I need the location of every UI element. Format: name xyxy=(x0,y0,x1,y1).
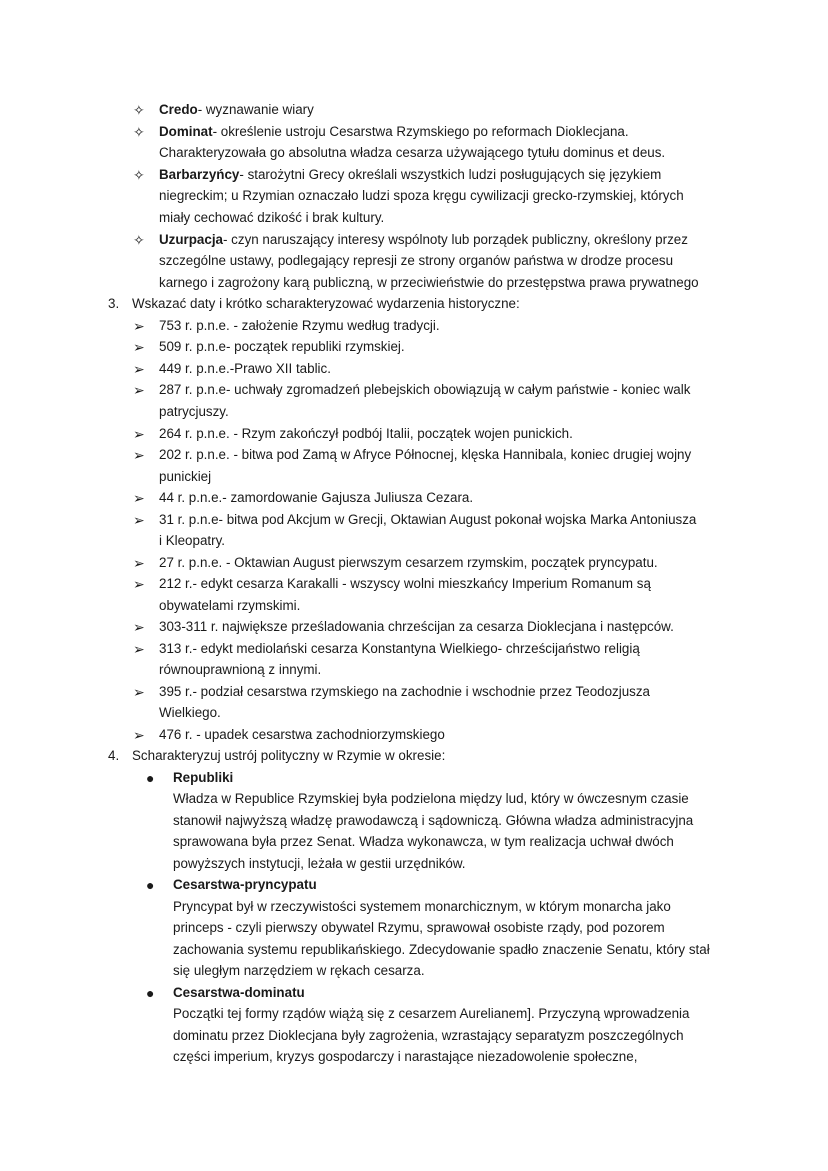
arrow-bullet-icon: ➢ xyxy=(133,555,145,571)
arrow-bullet-icon: ➢ xyxy=(133,576,145,592)
arrow-bullet-icon: ➢ xyxy=(133,426,145,442)
section-line: części imperium, kryzys gospodarczy i narastające niezadowolenie społeczne, xyxy=(173,1049,638,1064)
event-item: 753 r. p.n.e. - założenie Rzymu według tradycji. xyxy=(159,318,440,333)
definition-dominat: Dominat- określenie ustroju Cesarstwa Rzymskiego po reformach Dioklecjana. xyxy=(159,124,629,139)
arrow-bullet-icon: ➢ xyxy=(133,361,145,377)
arrow-bullet-icon: ➢ xyxy=(133,727,145,743)
event-item: 395 r.- podział cesarstwa rzymskiego na zachodnie i wschodnie przez Teodozjusza xyxy=(159,684,650,699)
diamond-bullet-icon: ✧ xyxy=(133,167,145,183)
arrow-bullet-icon: ➢ xyxy=(133,447,145,463)
question-3-text: Wskazać daty i krótko scharakteryzować wydarzenia historyczne: xyxy=(132,296,520,311)
definition-uzurpacja: Uzurpacja- czyn naruszający interesy wspólnoty lub porządek publiczny, określony przez xyxy=(159,232,688,247)
section-line: Początki tej formy rządów wiążą się z cesarzem Aurelianem]. Przyczyną wprowadzenia xyxy=(173,1006,690,1021)
section-line: Władza w Republice Rzymskiej była podzielona między lud, który w ówczesnym czasie xyxy=(173,791,689,806)
section-heading-pryncypat: Cesarstwa-pryncypatu xyxy=(173,877,317,892)
section-line: dominatu przez Dioklecjana były zagrożenia, wzrastający separatyzm poszczególnych xyxy=(173,1028,684,1043)
arrow-bullet-icon: ➢ xyxy=(133,619,145,635)
round-bullet-icon: ● xyxy=(146,985,155,1001)
definition-line: Charakteryzowała go absolutna władza cesarza używającego tytułu dominus et deus. xyxy=(159,145,666,160)
round-bullet-icon: ● xyxy=(146,770,155,786)
arrow-bullet-icon: ➢ xyxy=(133,490,145,506)
section-heading-dominat: Cesarstwa-dominatu xyxy=(173,985,305,1000)
event-item: 202 r. p.n.e. - bitwa pod Zamą w Afryce Północnej, klęska Hannibala, koniec drugiej wojny xyxy=(159,447,692,462)
section-line: stanowił najwyższą władzę prawodawczą i sądowniczą. Główna władza administracyjna xyxy=(173,813,694,828)
section-line: zachowania systemu republikańskiego. Zdecydowanie spadło znaczenie Senatu, który stał xyxy=(173,942,710,957)
event-item-continuation: i Kleopatry. xyxy=(159,533,225,548)
definition-line: karnego i zagrożony karą publiczną, w przeciwieństwie do przestępstwa prawa prywatnego xyxy=(159,275,699,290)
definition-line: miały cechować dzikość i brak kultury. xyxy=(159,210,385,225)
arrow-bullet-icon: ➢ xyxy=(133,318,145,334)
event-item: 303-311 r. największe prześladowania chrześcijan za cesarza Dioklecjana i następców. xyxy=(159,619,674,634)
definition-credo: Credo- wyznawanie wiary xyxy=(159,102,314,117)
question-number: 3. xyxy=(108,296,120,311)
diamond-bullet-icon: ✧ xyxy=(133,124,145,140)
event-item: 31 r. p.n.e- bitwa pod Akcjum w Grecji, Oktawian August pokonał wojska Marka Antoniusza xyxy=(159,512,697,527)
question-4-text: Scharakteryzuj ustrój polityczny w Rzymie w okresie: xyxy=(132,748,446,763)
definition-barbarzyncy: Barbarzyńcy- starożytni Grecy określali wszystkich ludzi posługujących się językiem xyxy=(159,167,662,182)
question-number: 4. xyxy=(108,748,120,763)
event-item: 27 r. p.n.e. - Oktawian August pierwszym cesarzem rzymskim, początek pryncypatu. xyxy=(159,555,658,570)
event-item: 287 r. p.n.e- uchwały zgromadzeń plebejskich obowiązują w całym państwie - koniec walk xyxy=(159,382,691,397)
section-line: sprawowana była przez Senat. Władza wykonawcza, w tym realizacja uchwał dwóch xyxy=(173,834,674,849)
section-line: Pryncypat był w rzeczywistości systemem monarchicznym, w którym monarcha jako xyxy=(173,899,671,914)
section-line: princeps - czyli pierwszy obywatel Rzymu, sprawował osobiste rządy, pod pozorem xyxy=(173,920,665,935)
event-item: 212 r.- edykt cesarza Karakalli - wszyscy wolni mieszkańcy Imperium Romanum są xyxy=(159,576,651,591)
arrow-bullet-icon: ➢ xyxy=(133,339,145,355)
arrow-bullet-icon: ➢ xyxy=(133,512,145,528)
arrow-bullet-icon: ➢ xyxy=(133,684,145,700)
event-item: 313 r.- edykt mediolański cesarza Konstantyna Wielkiego- chrześcijaństwo religią xyxy=(159,641,640,656)
event-item: 264 r. p.n.e. - Rzym zakończył podbój Italii, początek wojen punickich. xyxy=(159,426,573,441)
section-line: się uległym narzędziem w rękach cesarza. xyxy=(173,963,425,978)
arrow-bullet-icon: ➢ xyxy=(133,641,145,657)
diamond-bullet-icon: ✧ xyxy=(133,232,145,248)
event-item-continuation: Wielkiego. xyxy=(159,705,221,720)
definition-line: niegreckim; u Rzymian oznaczało ludzi spoza kręgu cywilizacji grecko-rzymskiej, których xyxy=(159,188,684,203)
diamond-bullet-icon: ✧ xyxy=(133,102,145,118)
event-item-continuation: punickiej xyxy=(159,469,212,484)
event-item-continuation: patrycjuszy. xyxy=(159,404,229,419)
event-item: 44 r. p.n.e.- zamordowanie Gajusza Juliusza Cezara. xyxy=(159,490,474,505)
event-item: 509 r. p.n.e- początek republiki rzymskiej. xyxy=(159,339,405,354)
event-item-continuation: obywatelami rzymskimi. xyxy=(159,598,301,613)
section-line: powyższych instytucji, leżała w gestii urzędników. xyxy=(173,856,466,871)
section-heading-republiki: Republiki xyxy=(173,770,234,785)
arrow-bullet-icon: ➢ xyxy=(133,382,145,398)
event-item: 476 r. - upadek cesarstwa zachodniorzymskiego xyxy=(159,727,445,742)
event-item: 449 r. p.n.e.-Prawo XII tablic. xyxy=(159,361,331,376)
definition-line: szczególne ustawy, podlegający represji ze strony organów państwa w drodze procesu xyxy=(159,253,674,268)
round-bullet-icon: ● xyxy=(146,877,155,893)
event-item-continuation: równouprawnioną z innymi. xyxy=(159,662,322,677)
